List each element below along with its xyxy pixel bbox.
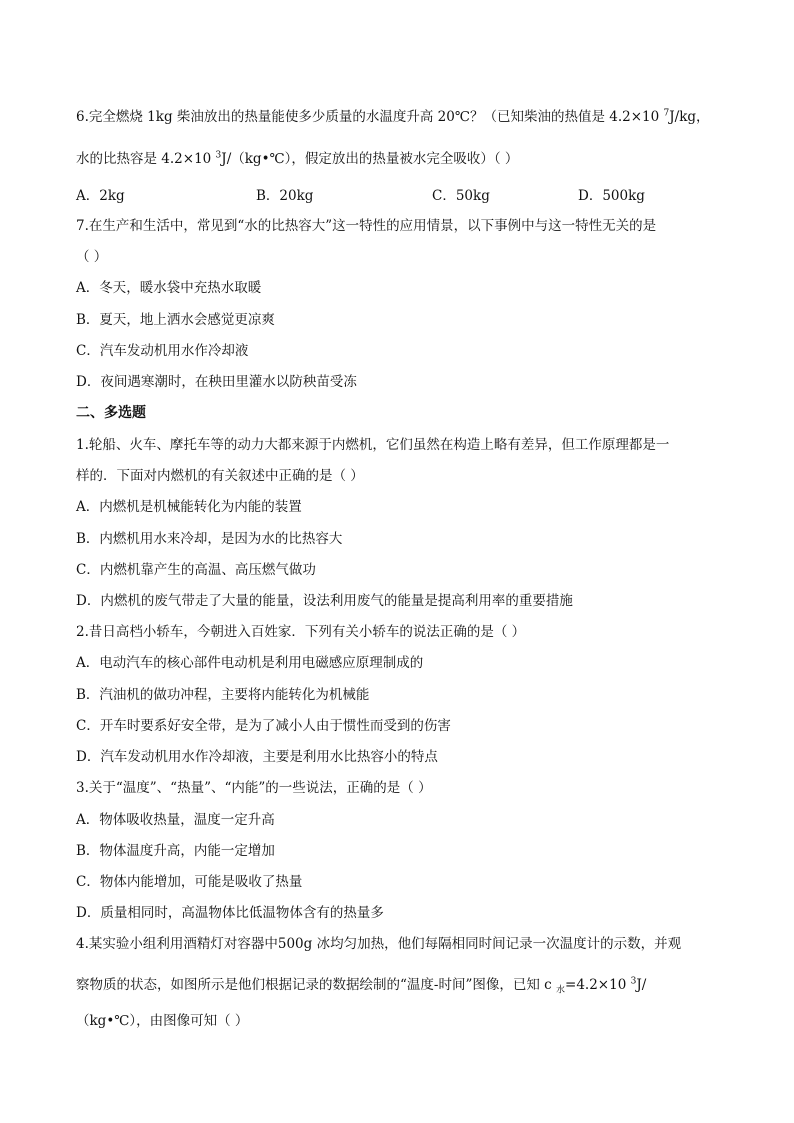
m3-option-a: A．物体吸收热量，温度一定升高 [76,812,275,828]
m1-option-c: C．内燃机靠产生的高温、高压燃气做功 [76,562,316,578]
m4-text: 察物质的状态，如图所示是他们根据记录的数据绘制的“温度-时间”图像，已知 c [76,977,557,993]
m2-option-d: D．汽车发动机用水作冷却液，主要是利用水比热容小的特点 [76,749,438,765]
m3-option-d: D．质量相同时，高温物体比低温物体含有的热量多 [76,905,384,921]
m3-option-c: C．物体内能增加，可能是吸收了热量 [76,874,303,890]
m2-option-c: C．开车时要系好安全带，是为了减小人由于惯性而受到的伤害 [76,718,451,734]
exponent: 7 [663,108,670,119]
m3-option-b: B．物体温度升高，内能一定增加 [76,843,275,859]
m4-text: J/ [636,977,647,993]
m4-stem-line2 [76,976,646,994]
m4-text: =4.2×10 [565,977,631,993]
q7-option-d: D．夜间遇寒潮时，在秧田里灌水以防秧苗受冻 [76,374,357,390]
q6-text: J/kg， [669,109,710,125]
m1-stem-line2: 样的．下面对内燃机的有关叙述中正确的是（ ） [76,468,364,484]
q7-option-a: A．冬天，暖水袋中充热水取暖 [76,280,262,296]
q6-text: 水的比热容是 4.2×10 [76,151,216,167]
q7-option-b: B．夏天，地上洒水会感觉更凉爽 [76,312,275,328]
q7-stem-line2: （ ） [76,249,108,265]
m4-stem-line1: 4.某实验小组利用酒精灯对容器中500g 冰均匀加热，他们每隔相同时间记录一次温度计的示数，并观 [76,936,682,952]
exponent: 3 [215,150,222,161]
q6-option-d: D．500kg [578,188,645,204]
m1-option-a: A．内燃机是机械能转化为内能的装置 [76,499,302,515]
q6-option-b: B．20kg [256,188,314,204]
m1-stem-line1: 1.轮船、火车、摩托车等的动力大都来源于内燃机，它们虽然在构造上略有差异，但工作原理都是一 [76,437,670,453]
subscript: 水 [556,985,566,996]
m1-option-d: D．内燃机的废气带走了大量的能量，设法利用废气的能量是提高利用率的重要措施 [76,593,573,609]
q7-option-c: C．汽车发动机用水作冷却液 [76,343,249,359]
m1-option-b: B．内燃机用水来冷却，是因为水的比热容大 [76,531,343,547]
section-heading: 二、多选题 [76,405,146,421]
m3-stem-line1: 3.关于“温度”、“热量”、“内能”的一些说法，正确的是（ ） [76,780,432,796]
m2-option-b: B．汽油机的做功冲程，主要将内能转化为机械能 [76,687,370,703]
q6-text: 6.完全燃烧 1kg 柴油放出的热量能使多少质量的水温度升高 20℃？（已知柴油的热值是 4.2×10 [76,109,664,125]
q6-text: J/（kg•℃），假定放出的热量被水完全吸收）（ ） [221,151,519,167]
q6-stem-line2 [76,150,518,168]
m2-option-a: A．电动汽车的核心部件电动机是利用电磁感应原理制成的 [76,655,424,671]
exponent: 3 [630,976,637,987]
q6-option-a: A．2kg [76,188,125,204]
q6-stem-line1 [76,108,710,126]
m4-stem-line3: （kg•℃），由图像可知（ ） [76,1013,249,1029]
m2-stem-line1: 2.昔日高档小轿车，今朝进入百姓家．下列有关小轿车的说法正确的是（ ） [76,624,526,640]
q7-stem-line1: 7.在生产和生活中，常见到“水的比热容大”这一特性的应用情景，以下事例中与这一特性无关的是 [76,218,657,234]
q6-option-c: C．50kg [432,188,490,204]
